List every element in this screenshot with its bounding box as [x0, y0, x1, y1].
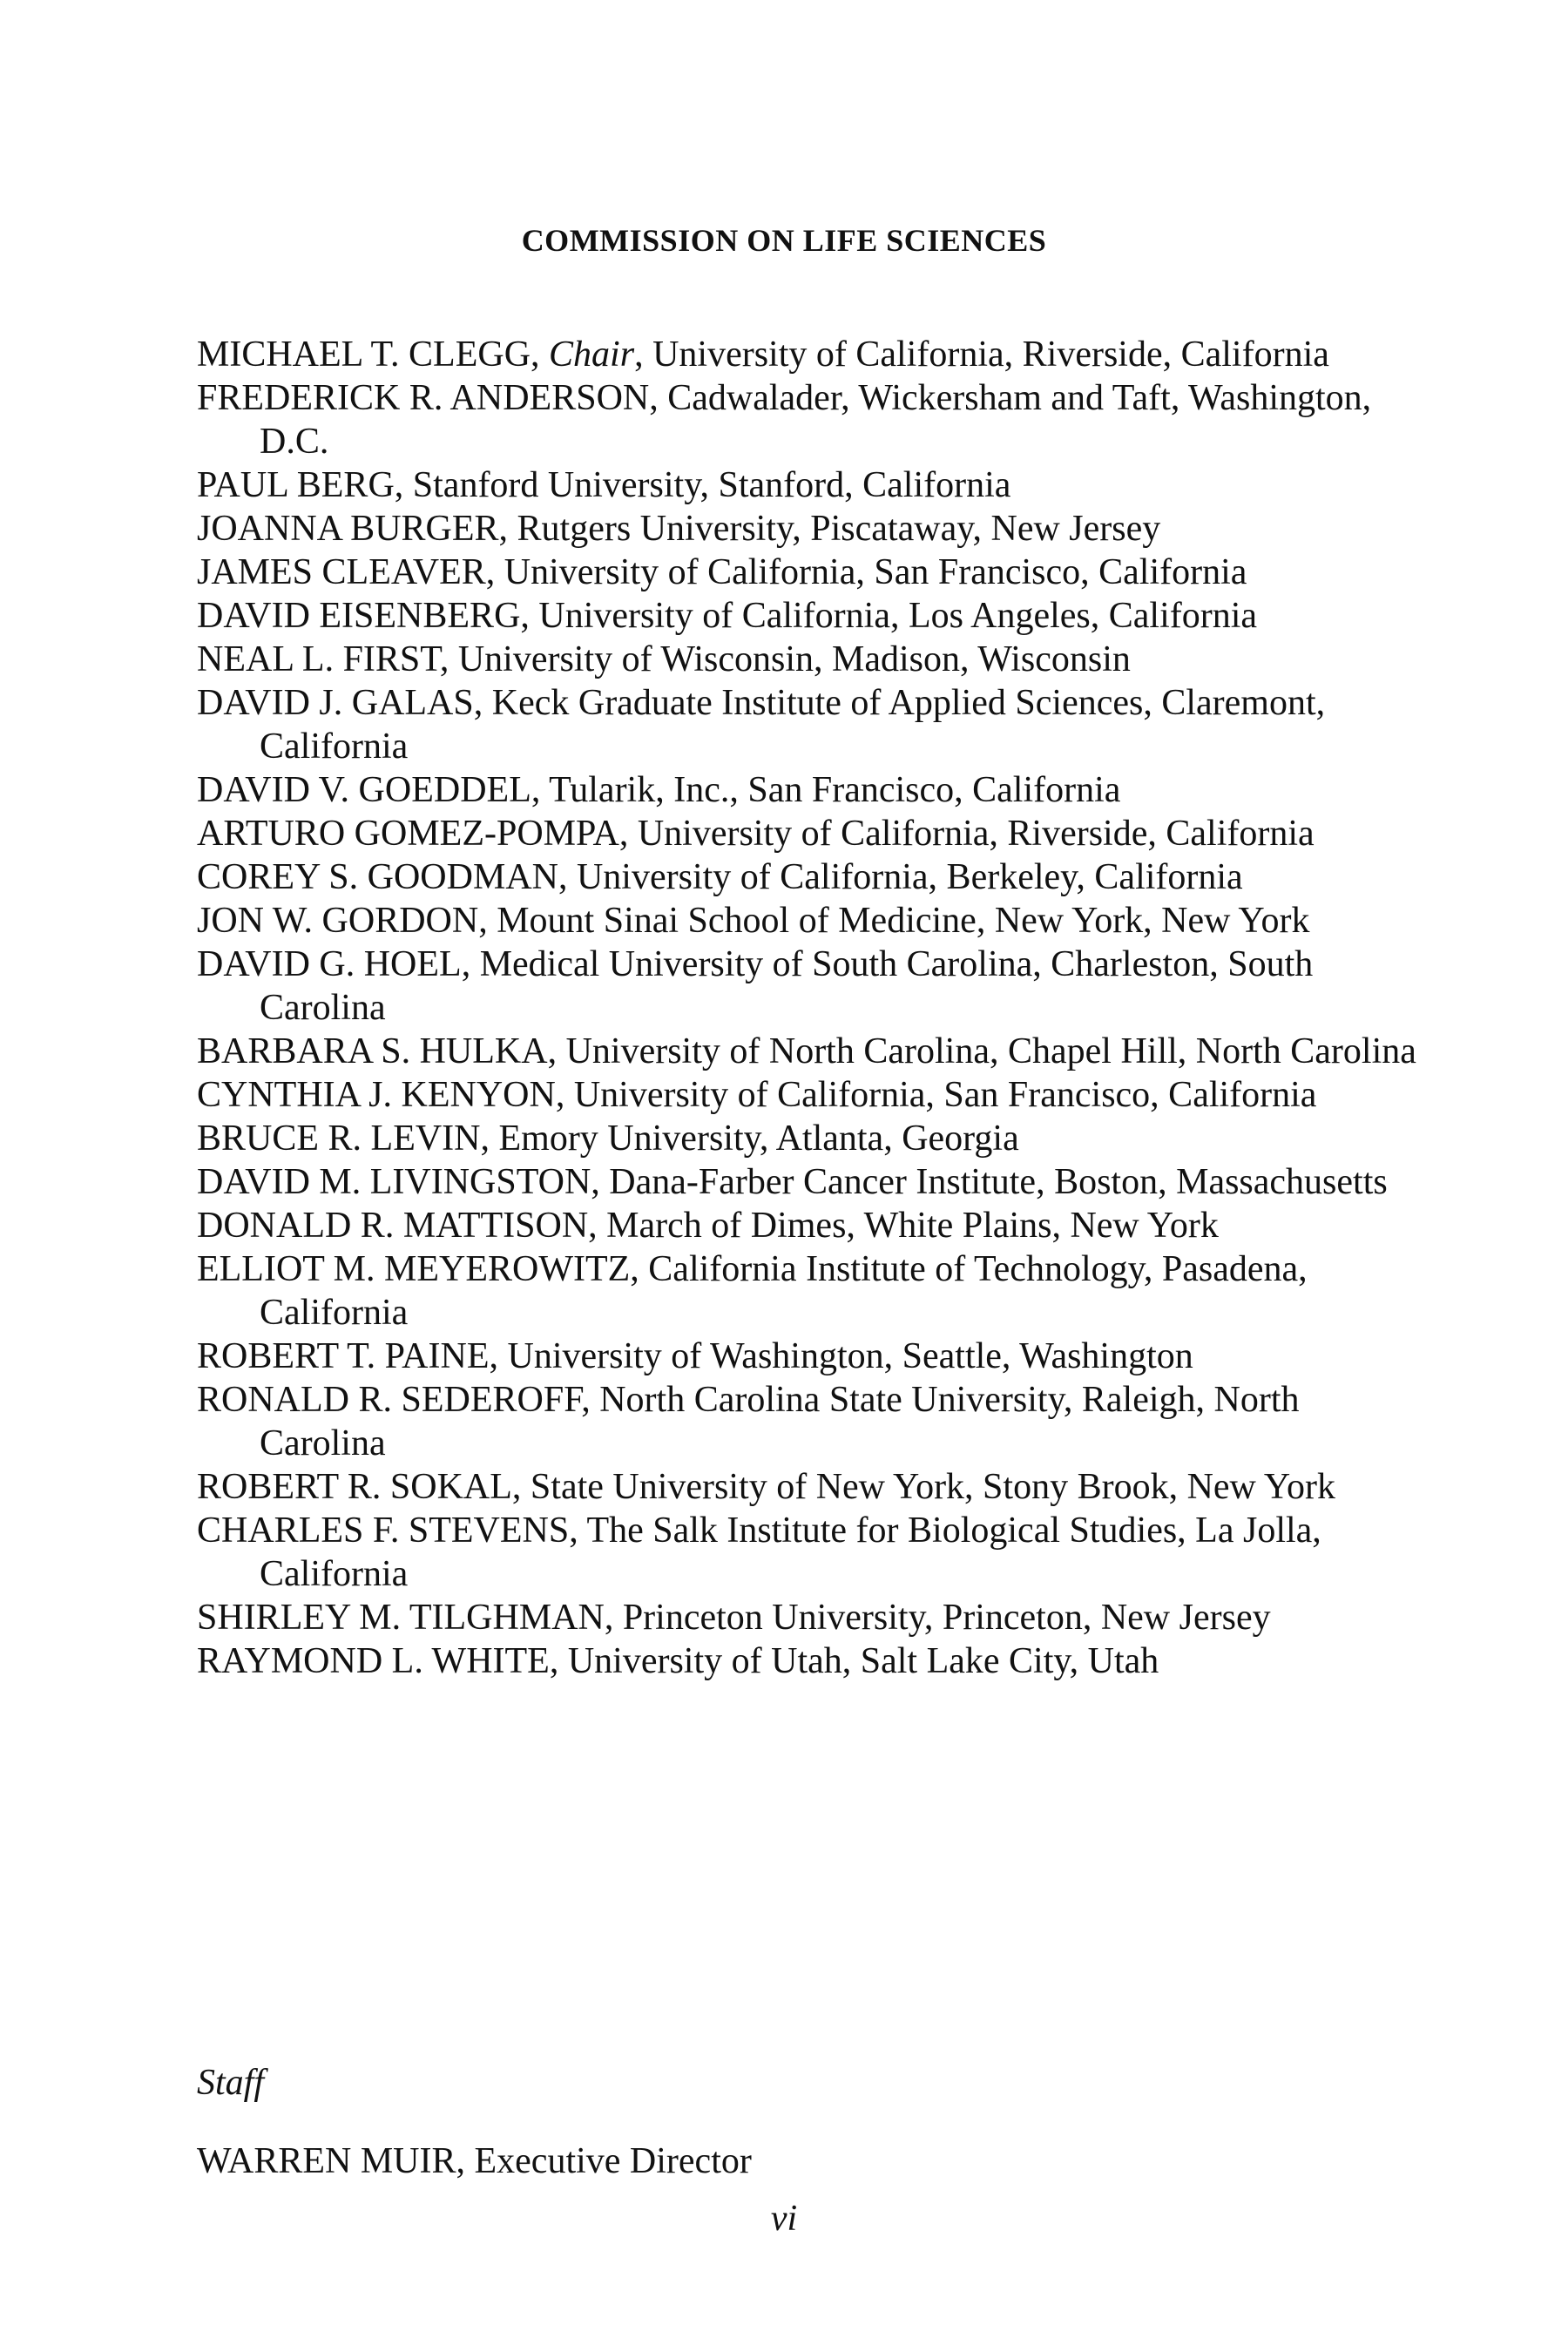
member-entry: CHARLES F. STEVENS, The Salk Institute for Biological Studies, La Jolla, California — [197, 1511, 1321, 1594]
member-entry: DAVID EISENBERG, University of California, Los Angeles, California — [197, 596, 1258, 636]
chair-role: Chair — [549, 335, 635, 375]
member-entry: JOANNA BURGER, Rutgers University, Piscataway, New Jersey — [197, 509, 1161, 549]
member-entry: DAVID J. GALAS, Keck Graduate Institute of Applied Sciences, Claremont, California — [197, 683, 1326, 767]
member-entry-chair — [197, 333, 1416, 376]
member-entry: DAVID G. HOEL, Medical University of South Carolina, Charleston, South Carolina — [197, 944, 1314, 1028]
member-entry: DAVID V. GOEDDEL, Tularik, Inc., San Francisco, California — [197, 770, 1121, 810]
staff-heading: Staff — [197, 2063, 265, 2103]
member-entry: PAUL BERG, Stanford University, Stanford, California — [197, 465, 1011, 505]
member-entry: COREY S. GOODMAN, University of California, Berkeley, California — [197, 857, 1243, 897]
member-entry: SHIRLEY M. TILGHMAN, Princeton University, Princeton, New Jersey — [197, 1598, 1271, 1638]
member-list — [197, 333, 1416, 1683]
page-title: COMMISSION ON LIFE SCIENCES — [521, 223, 1047, 258]
page-number: vi — [770, 2199, 798, 2239]
member-entry: RONALD R. SEDEROFF, North Carolina State University, Raleigh, North Carolina — [197, 1380, 1300, 1463]
member-entry: ROBERT R. SOKAL, State University of New York, Stony Brook, New York — [197, 1467, 1335, 1507]
member-entry: ELLIOT M. MEYEROWITZ, California Institute of Technology, Pasadena, California — [197, 1249, 1308, 1333]
member-entry: FREDERICK R. ANDERSON, Cadwalader, Wickersham and Taft, Washington, D.C. — [197, 378, 1372, 462]
member-entry: BARBARA S. HULKA, University of North Carolina, Chapel Hill, North Carolina — [197, 1031, 1416, 1071]
member-entry: NEAL L. FIRST, University of Wisconsin, Madison, Wisconsin — [197, 639, 1131, 679]
staff-entry: WARREN MUIR, Executive Director — [197, 2141, 752, 2181]
member-entry: ARTURO GOMEZ-POMPA, University of California, Riverside, California — [197, 814, 1315, 854]
member-entry: DAVID M. LIVINGSTON, Dana-Farber Cancer Institute, Boston, Massachusetts — [197, 1162, 1388, 1202]
member-entry: CYNTHIA J. KENYON, University of California, San Francisco, California — [197, 1075, 1317, 1115]
member-entry: ROBERT T. PAINE, University of Washington, Seattle, Washington — [197, 1336, 1193, 1376]
chair-name: MICHAEL T. CLEGG, — [197, 335, 540, 375]
chair-affiliation: , University of California, Riverside, California — [634, 335, 1329, 375]
member-entry: BRUCE R. LEVIN, Emory University, Atlanta, Georgia — [197, 1119, 1019, 1159]
member-entry: JAMES CLEAVER, University of California, San Francisco, California — [197, 552, 1247, 592]
member-entry: DONALD R. MATTISON, March of Dimes, White Plains, New York — [197, 1206, 1219, 1246]
member-entry: RAYMOND L. WHITE, University of Utah, Salt Lake City, Utah — [197, 1641, 1159, 1681]
member-entry: JON W. GORDON, Mount Sinai School of Medicine, New York, New York — [197, 901, 1310, 941]
